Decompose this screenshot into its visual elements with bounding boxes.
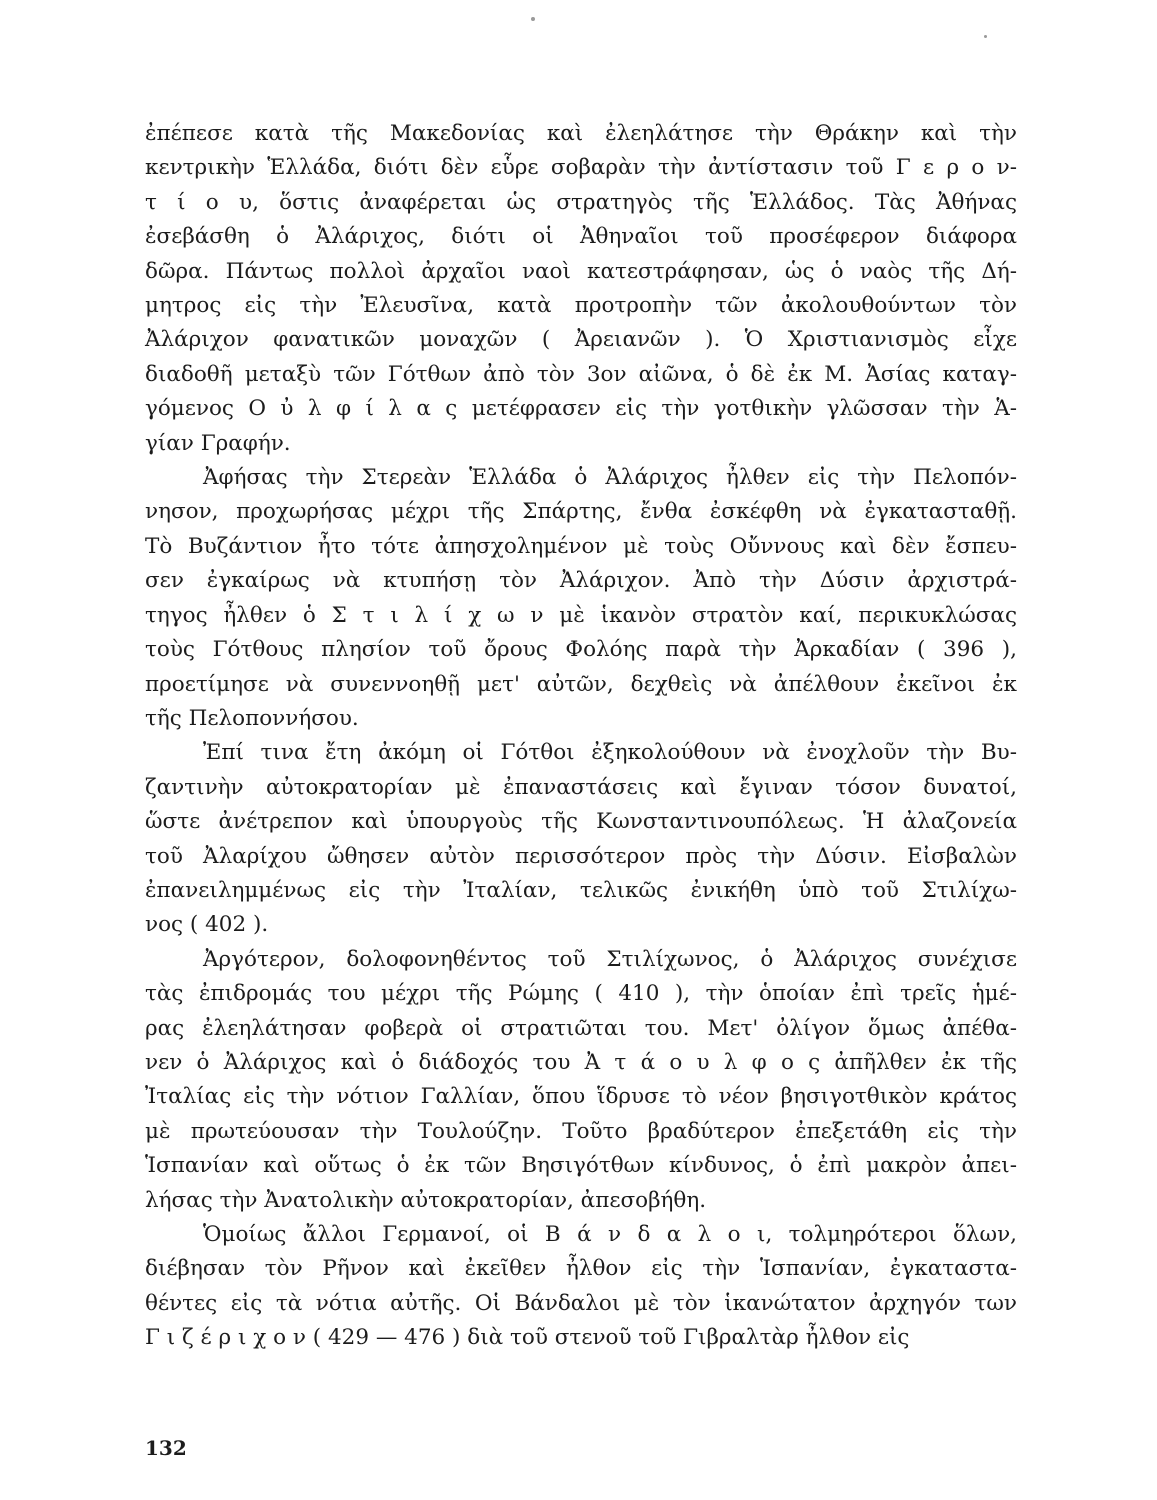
text-line: ἐπανειλημμένως εἰς τὴν Ἰταλίαν, τελικῶς ἐνικήθη ὑπὸ τοῦ Στιλίχω-: [145, 877, 1017, 903]
text-line: λήσας τὴν Ἀνατολικὴν αὐτοκρατορίαν, ἀπεσοβήθη.: [145, 1187, 707, 1213]
text-line: μητρος εἰς τὴν Ἐλευσῖνα, κατὰ προτροπὴν τῶν ἀκολουθούντων τὸν: [145, 293, 1017, 319]
text-line: Ἰταλίας εἰς τὴν νότιον Γαλλίαν, ὅπου ἵδρυσε τὸ νέον βησιγοτθικὸν κράτος: [145, 1084, 1017, 1110]
scan-speck: [984, 35, 987, 38]
text-line: Ἐπί τινα ἔτη ἀκόμη οἱ Γότθοι ἐξηκολούθουν νὰ ἐνοχλοῦν τὴν Βυ-: [203, 740, 1017, 766]
text-line: Ἀργότερον, δολοφονηθέντος τοῦ Στιλίχωνος, ὁ Ἀλάριχος συνέχισε: [203, 946, 1017, 972]
text-line: ἐπέπεσε κατὰ τῆς Μακεδονίας καὶ ἐλεηλάτησε τὴν Θράκην καὶ τὴν: [145, 121, 1017, 146]
paragraph: [145, 117, 1017, 461]
text-line: Ἱσπανίαν καὶ οὕτως ὁ ἐκ τῶν Βησιγότθων κίνδυνος, ὁ ἐπὶ μακρὸν ἀπει-: [145, 1153, 1017, 1179]
text-line: τηγος ἦλθεν ὁ Σ τ ι λ ί χ ω ν μὲ ἱκανὸν στρατὸν καί, περικυκλώσας: [145, 602, 1017, 628]
text-line: Ἀλάριχον φανατικῶν μοναχῶν ( Ἀρειανῶν ). Ὁ Χριστιανισμὸς εἶχε: [145, 327, 1017, 353]
text-line: τ ί ο υ, ὅστις ἀναφέρεται ὡς στρατηγὸς τῆς Ἑλλάδος. Τὰς Ἀθήνας: [145, 189, 1017, 215]
page-number: 132: [145, 1436, 187, 1460]
paragraph: [145, 461, 1017, 736]
text-line: τοὺς Γότθους πλησίον τοῦ ὄρους Φολόης παρὰ τὴν Ἀρκαδίαν ( 396 ),: [145, 637, 1017, 663]
text-line: δῶρα. Πάντως πολλοὶ ἀρχαῖοι ναοὶ κατεστράφησαν, ὡς ὁ ναὸς τῆς Δή-: [145, 258, 1017, 284]
text-line: μὲ πρωτεύουσαν τὴν Τουλούζην. Τοῦτο βραδύτερον ἐπεξετάθη εἰς τὴν: [145, 1118, 1017, 1144]
text-line: Ἀφήσας τὴν Στερεὰν Ἑλλάδα ὁ Ἀλάριχος ἦλθεν εἰς τὴν Πελοπόν-: [203, 465, 1017, 491]
text-line: νησον, προχωρήσας μέχρι τῆς Σπάρτης, ἔνθα ἐσκέφθη νὰ ἐγκατασταθῇ.: [145, 499, 1017, 525]
text-line: ὥστε ἀνέτρεπον καὶ ὑπουργοὺς τῆς Κωνσταντινουπόλεως. Ἡ ἀλαζονεία: [145, 809, 1017, 835]
text-line: ζαντινὴν αὐτοκρατορίαν μὲ ἐπαναστάσεις καὶ ἔγιναν τόσον δυνατοί,: [145, 774, 1017, 800]
paragraph: [145, 736, 1017, 942]
text-line: διαδοθῆ μεταξὺ τῶν Γότθων ἀπὸ τὸν 3ον αἰῶνα, ὁ δὲ ἐκ Μ. Ἀσίας καταγ-: [145, 361, 1017, 387]
text-line: ρας ἐλεηλάτησαν φοβερὰ οἱ στρατιῶται του. Μετ' ὀλίγον ὅμως ἀπέθα-: [145, 1015, 1017, 1041]
text-line: σεν ἐγκαίρως νὰ κτυπήσῃ τὸν Ἀλάριχον. Ἀπὸ τὴν Δύσιν ἀρχιστρά-: [145, 568, 1017, 594]
text-line: διέβησαν τὸν Ρῆνον καὶ ἐκεῖθεν ἦλθον εἰς τὴν Ἱσπανίαν, ἐγκαταστα-: [145, 1256, 1017, 1282]
text-line: γόμενος Ο ὐ λ φ ί λ α ς μετέφρασεν εἰς τὴν γοτθικὴν γλῶσσαν τὴν Ἁ-: [145, 396, 1017, 422]
body-text: [145, 117, 1017, 1356]
text-line: Τὸ Βυζάντιον ἦτο τότε ἀπησχολημένον μὲ τοὺς Οὔννους καὶ δὲν ἔσπευ-: [145, 533, 1017, 559]
text-line: προετίμησε νὰ συνεννοηθῇ μετ' αὐτῶν, δεχθεὶς νὰ ἀπέλθουν ἐκεῖνοι ἐκ: [145, 671, 1017, 697]
text-line: γίαν Γραφήν.: [145, 430, 291, 456]
text-line: κεντρικὴν Ἑλλάδα, διότι δὲν εὗρε σοβαρὰν τὴν ἀντίστασιν τοῦ Γ ε ρ ο ν-: [145, 155, 1017, 181]
text-line: θέντες εἰς τὰ νότια αὐτῆς. Οἱ Βάνδαλοι μὲ τὸν ἱκανώτατον ἀρχηγόν των: [145, 1290, 1017, 1316]
text-line: τῆς Πελοποννήσου.: [145, 705, 359, 731]
text-line: τὰς ἐπιδρομάς του μέχρι τῆς Ρώμης ( 410 ), τὴν ὁποίαν ἐπὶ τρεῖς ἡμέ-: [145, 981, 1017, 1007]
paragraph: [145, 943, 1017, 1218]
text-line: Ὁμοίως ἄλλοι Γερμανοί, οἱ Β ά ν δ α λ ο ι, τολμηρότεροι ὅλων,: [203, 1222, 1017, 1247]
text-line: νος ( 402 ).: [145, 912, 269, 938]
text-line: ἐσεβάσθη ὁ Ἀλάριχος, διότι οἱ Ἀθηναῖοι τοῦ προσέφερον διάφορα: [145, 224, 1017, 250]
text-line: νεν ὁ Ἀλάριχος καὶ ὁ διάδοχός του Ἀ τ ά ο υ λ φ ο ς ἀπῆλθεν ἐκ τῆς: [145, 1049, 1017, 1075]
text-line: Γ ι ζ έ ρ ι χ ο ν ( 429 — 476 ) διὰ τοῦ στενοῦ τοῦ Γιβραλτὰρ ἦλθον εἰς: [145, 1325, 910, 1351]
scan-speck: [531, 17, 535, 21]
paragraph: [145, 1218, 1017, 1356]
text-line: τοῦ Ἀλαρίχου ὤθησεν αὐτὸν περισσότερον πρὸς τὴν Δύσιν. Εἰσβαλὼν: [145, 843, 1017, 869]
